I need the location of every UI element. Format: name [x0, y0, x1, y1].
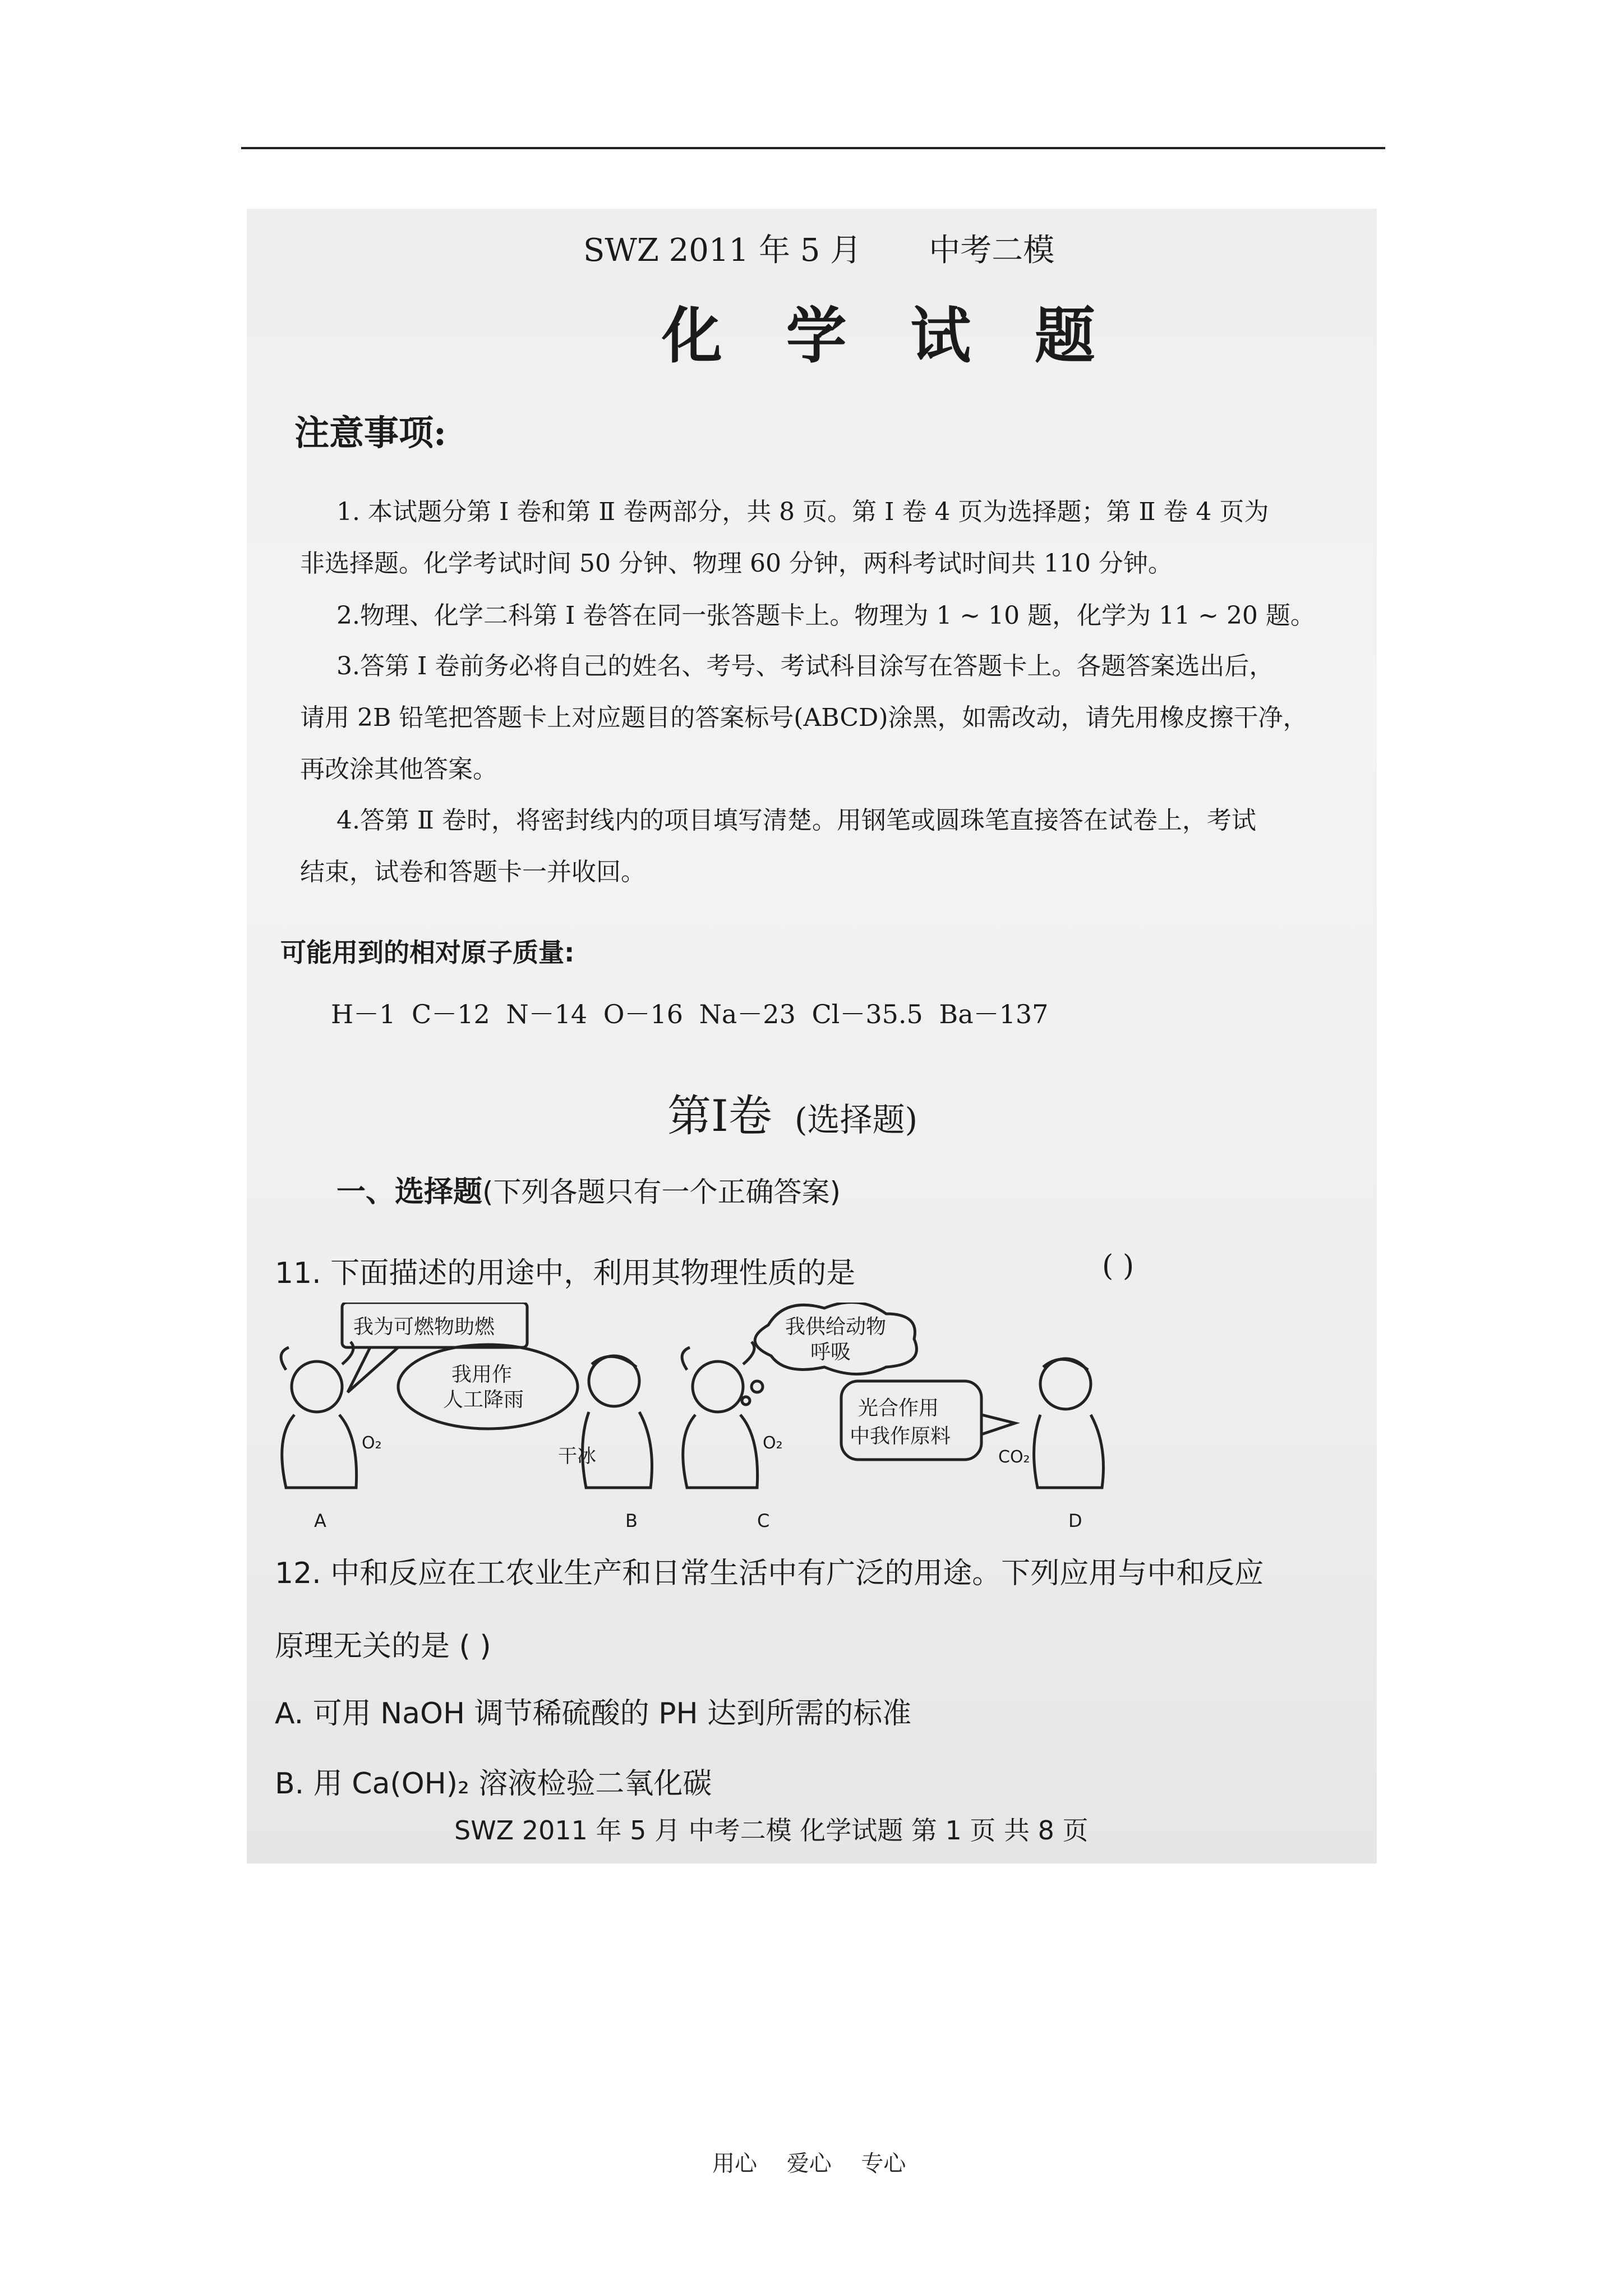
- figure-letter-b: B: [625, 1510, 638, 1531]
- figure-d: [1034, 1359, 1104, 1488]
- part-name: 一、选择题: [336, 1175, 483, 1209]
- part-note: (下列各题只有一个正确答案): [482, 1176, 841, 1208]
- notice-line: 2.物理、化学二科第 Ⅰ 卷答在同一张答题卡上。物理为 1 ~ 10 题，化学为 11 ~ 20 题。: [336, 601, 1315, 630]
- notice-line: 结束，试卷和答题卡一并收回。: [300, 858, 645, 886]
- photo-footer: SWZ 2011 年 5 月 中考二模 化学试题 第 1 页 共 8 页: [454, 1815, 1089, 1846]
- notice-item-1: [300, 486, 1269, 590]
- question-11: 11. 下面描述的用途中，利用其物理性质的是: [275, 1257, 856, 1290]
- exam-header: [583, 226, 1054, 270]
- notice-line: 再改涂其他答案。: [300, 755, 497, 784]
- figure-letter-d: D: [1068, 1510, 1082, 1531]
- page-title: 化 学 试 题: [662, 301, 1117, 371]
- bubble-a-tail: [348, 1347, 398, 1392]
- figure-c: [682, 1342, 758, 1488]
- exam-code: SWZ 2011 年 5 月: [583, 232, 862, 269]
- thought-dot: [751, 1381, 763, 1392]
- atomic-mass-values: H－1 C－12 N－14 O－16 Na－23 Cl－35.5 Ba－137: [331, 999, 1049, 1029]
- bubble-b-text-2: 人工降雨: [443, 1388, 524, 1411]
- o2-label-c: O₂: [763, 1433, 783, 1453]
- notice-item-4-text: [300, 795, 1256, 898]
- notice-line: 3.答第 Ⅰ 卷前务必将自己的姓名、考号、考试科目涂写在答题卡上。各题答案选出后，: [336, 652, 1274, 680]
- figure-a: [281, 1342, 357, 1488]
- notice-item-3: [300, 641, 1308, 795]
- bubble-d: [841, 1381, 981, 1460]
- notice-line: 请用 2B 铅笔把答题卡上对应题目的答案标号(ABCD)涂黑，如需改动，请先用橡皮擦干净，: [300, 703, 1308, 732]
- figure-letter-c: C: [757, 1510, 770, 1531]
- q11-illustration: [264, 1303, 1138, 1538]
- atomic-mass-heading: 可能用到的相对原子质量:: [280, 937, 575, 968]
- part-title: [336, 1168, 841, 1210]
- option-b: B. 用 Ca(OH)₂ 溶液检验二氧化碳: [275, 1767, 712, 1801]
- bubble-c-text-1: 我供给动物: [785, 1315, 887, 1338]
- bubble-d-text-2: 中我作原料: [850, 1425, 951, 1448]
- thought-dot: [742, 1397, 750, 1405]
- bubble-d-text-1: 光合作用: [858, 1397, 939, 1420]
- bubble-c-text-2: 呼吸: [810, 1341, 851, 1364]
- figure-b: [583, 1356, 652, 1488]
- section-title: [667, 1081, 917, 1144]
- option-a: A. 可用 NaOH 调节稀硫酸的 PH 达到所需的标准: [275, 1697, 912, 1731]
- exam-name: 中考二模: [929, 232, 1055, 269]
- notice-heading: 注意事项:: [294, 412, 446, 453]
- bubble-b: [398, 1345, 578, 1429]
- exam-photo: [247, 209, 1377, 1864]
- top-rule: [241, 147, 1385, 149]
- bubble-b-text-1: 我用作: [451, 1363, 513, 1386]
- notice-line: 1. 本试题分第 Ⅰ 卷和第 Ⅱ 卷两部分，共 8 页。第 Ⅰ 卷 4 页为选择题；第 Ⅱ 卷 4 页为: [336, 498, 1269, 526]
- co2-label: CO₂: [998, 1447, 1030, 1467]
- page-footer: 用心 爱心 专心: [712, 2151, 906, 2177]
- section-name: 第Ⅰ卷: [667, 1091, 772, 1142]
- notice-item-2: [336, 590, 1315, 642]
- section-subtitle: (选择题): [794, 1101, 918, 1139]
- o2-label-a: O₂: [362, 1433, 382, 1453]
- notice-line: 4.答第 Ⅱ 卷时，将密封线内的项目填写清楚。用钢笔或圆珠笔直接答在试卷上，考试: [336, 806, 1256, 835]
- question-12-line-2: 原理无关的是 ( ): [275, 1630, 491, 1663]
- bubble-d-tail: [981, 1415, 1015, 1434]
- figure-letter-a: A: [314, 1510, 326, 1531]
- answer-paren: ( ): [1102, 1249, 1135, 1283]
- bubble-a-text: 我为可燃物助燃: [353, 1315, 495, 1338]
- dry-ice-label: 干冰: [558, 1445, 596, 1467]
- question-12-line-1: 12. 中和反应在工农业生产和日常生活中有广泛的用途。下列应用与中和反应: [275, 1557, 1264, 1590]
- notice-line: 非选择题。化学考试时间 50 分钟、物理 60 分钟，两科考试时间共 110 分钟。: [300, 549, 1173, 578]
